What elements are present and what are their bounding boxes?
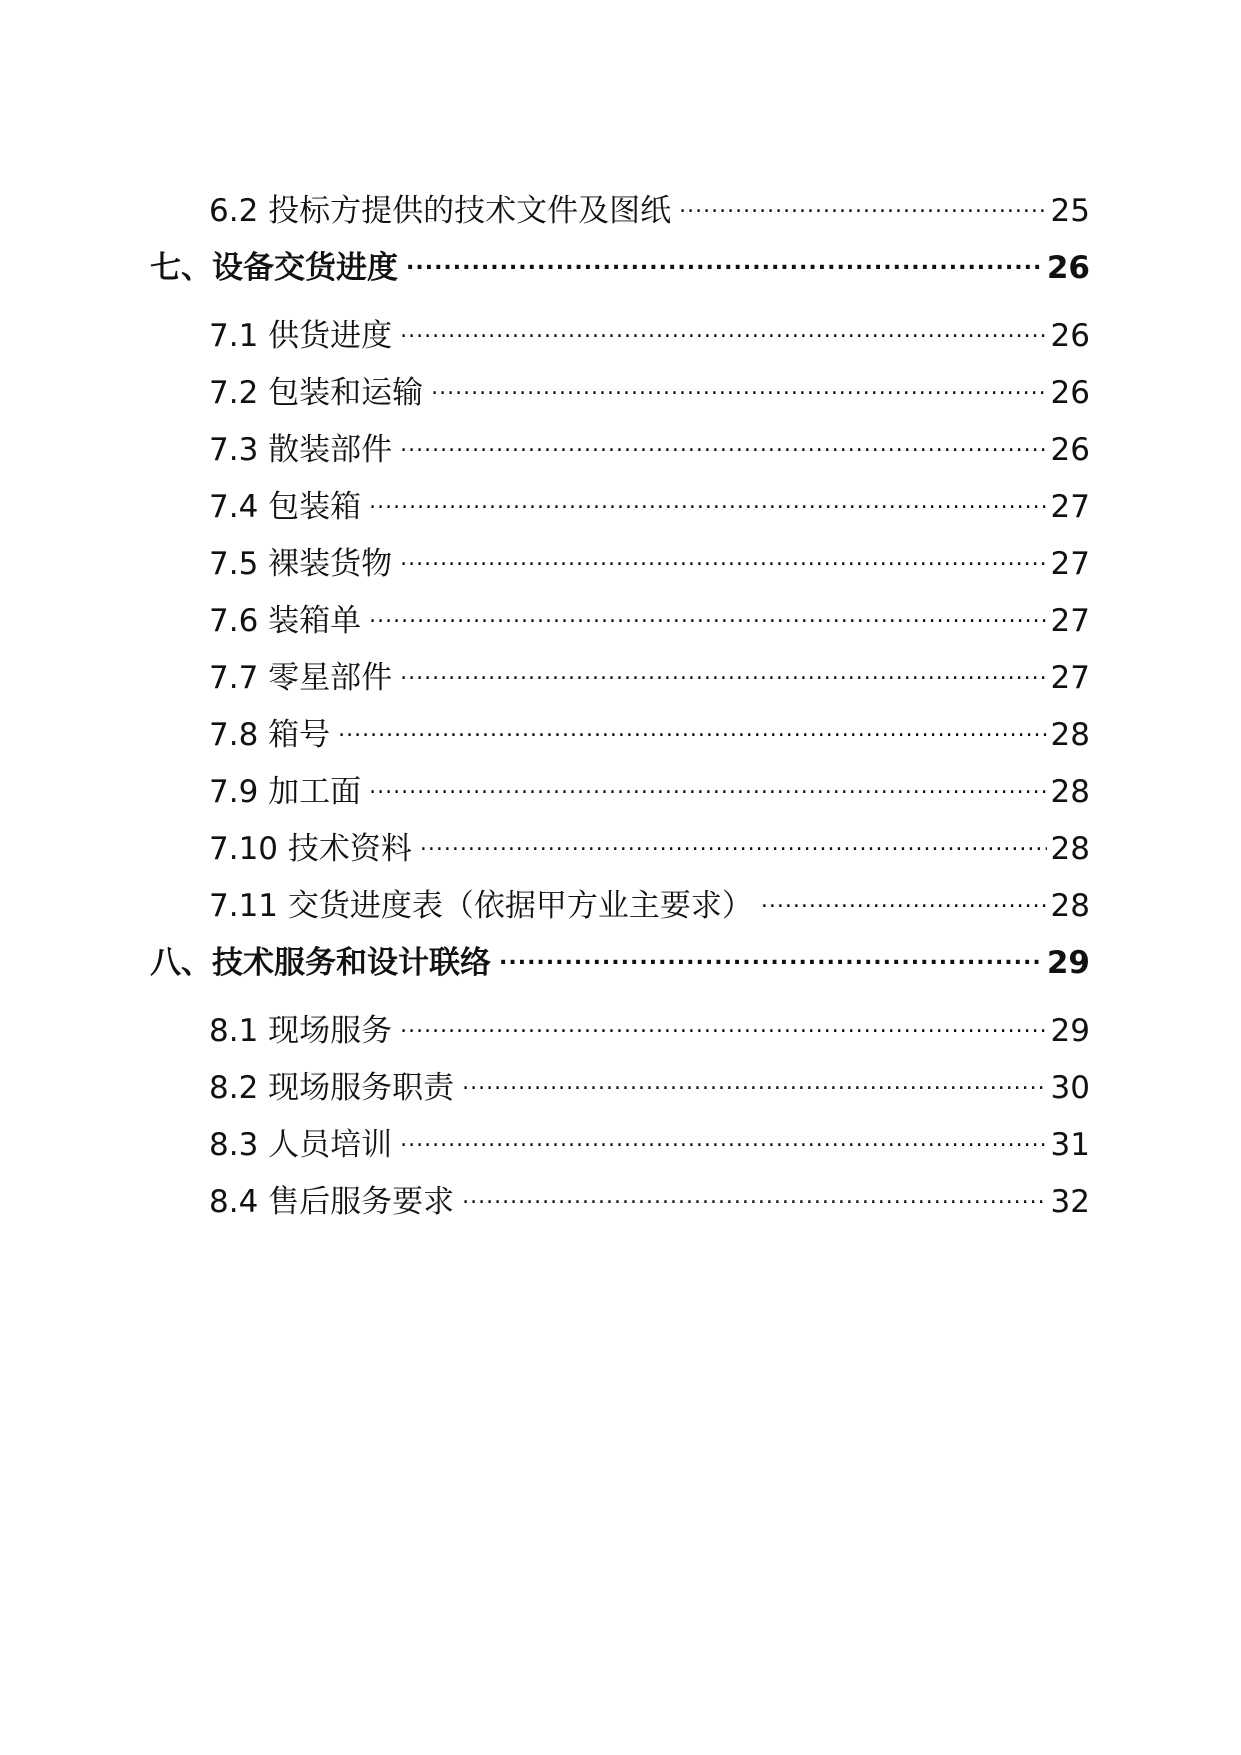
toc-dot-leader	[400, 648, 1046, 688]
toc-entry[interactable]	[150, 477, 1090, 525]
toc-dot-leader	[462, 1172, 1046, 1212]
toc-chapter-page: 26	[1046, 250, 1090, 286]
toc-chapter-title: 八、技术服务和设计联络	[150, 945, 491, 981]
toc-dot-leader	[406, 238, 1043, 278]
toc-entry-title: 7.3 散装部件	[209, 432, 393, 468]
toc-dot-leader	[431, 363, 1046, 403]
toc-entry-page: 28	[1050, 888, 1090, 924]
toc-entry-title: 8.1 现场服务	[209, 1013, 393, 1049]
toc-entry-page: 31	[1050, 1127, 1090, 1163]
toc-entry[interactable]	[150, 181, 1090, 229]
toc-entry-page: 26	[1050, 432, 1090, 468]
toc-entry[interactable]	[150, 705, 1090, 753]
toc-entry-page: 28	[1050, 774, 1090, 810]
toc-entry[interactable]	[150, 591, 1090, 639]
toc-dot-leader	[400, 1115, 1046, 1155]
toc-entry-title: 7.5 裸装货物	[209, 546, 393, 582]
toc-dot-leader	[400, 306, 1046, 346]
toc-entry-title: 8.3 人员培训	[209, 1127, 393, 1163]
toc-entry-title: 8.4 售后服务要求	[209, 1184, 455, 1220]
toc-entry[interactable]	[150, 534, 1090, 582]
toc-dot-leader	[400, 420, 1046, 460]
toc-dot-leader	[679, 181, 1046, 221]
toc-entry-title: 7.8 箱号	[209, 717, 331, 753]
toc-dot-leader	[462, 1058, 1046, 1098]
toc-entry-page: 29	[1050, 1013, 1090, 1049]
toc-dot-leader	[369, 591, 1046, 631]
toc-dot-leader	[338, 705, 1046, 745]
toc-chapter-page: 29	[1046, 945, 1090, 981]
toc-entry[interactable]	[150, 1058, 1090, 1106]
toc-entry-page: 32	[1050, 1184, 1090, 1220]
toc-entry-page: 27	[1050, 603, 1090, 639]
toc-dot-leader	[420, 819, 1047, 859]
table-of-contents	[150, 181, 1090, 1229]
toc-entry[interactable]	[150, 762, 1090, 810]
toc-entry[interactable]	[150, 648, 1090, 696]
toc-entry[interactable]	[150, 1115, 1090, 1163]
toc-entry[interactable]	[150, 1001, 1090, 1049]
toc-entry[interactable]	[150, 420, 1090, 468]
toc-entry-page: 27	[1050, 546, 1090, 582]
toc-entry[interactable]	[150, 363, 1090, 411]
toc-chapter-entry[interactable]	[150, 238, 1090, 286]
toc-dot-leader	[499, 933, 1043, 973]
toc-dot-leader	[369, 762, 1046, 802]
toc-entry[interactable]	[150, 876, 1090, 924]
toc-entry[interactable]	[150, 1172, 1090, 1220]
toc-chapter-entry[interactable]	[150, 933, 1090, 981]
toc-entry-title: 6.2 投标方提供的技术文件及图纸	[209, 193, 672, 229]
toc-entry-title: 7.10 技术资料	[209, 831, 412, 867]
toc-entry-page: 28	[1050, 717, 1090, 753]
toc-entry-title: 7.4 包装箱	[209, 489, 362, 525]
toc-entry[interactable]	[150, 306, 1090, 354]
toc-entry-title: 7.9 加工面	[209, 774, 362, 810]
toc-entry-page: 27	[1050, 489, 1090, 525]
toc-dot-leader	[400, 1001, 1046, 1041]
toc-dot-leader	[369, 477, 1046, 517]
toc-entry-page: 25	[1050, 193, 1090, 229]
toc-entry-page: 27	[1050, 660, 1090, 696]
toc-entry-title: 7.11 交货进度表（依据甲方业主要求）	[209, 888, 753, 924]
toc-entry-page: 26	[1050, 318, 1090, 354]
toc-entry-title: 8.2 现场服务职责	[209, 1070, 455, 1106]
toc-entry-title: 7.6 装箱单	[209, 603, 362, 639]
toc-entry-title: 7.1 供货进度	[209, 318, 393, 354]
toc-entry-page: 28	[1050, 831, 1090, 867]
toc-entry-page: 26	[1050, 375, 1090, 411]
toc-entry-title: 7.2 包装和运输	[209, 375, 424, 411]
toc-chapter-title: 七、设备交货进度	[150, 250, 398, 286]
toc-entry[interactable]	[150, 819, 1090, 867]
toc-entry-title: 7.7 零星部件	[209, 660, 393, 696]
toc-dot-leader	[761, 876, 1047, 916]
toc-dot-leader	[400, 534, 1046, 574]
toc-entry-page: 30	[1050, 1070, 1090, 1106]
